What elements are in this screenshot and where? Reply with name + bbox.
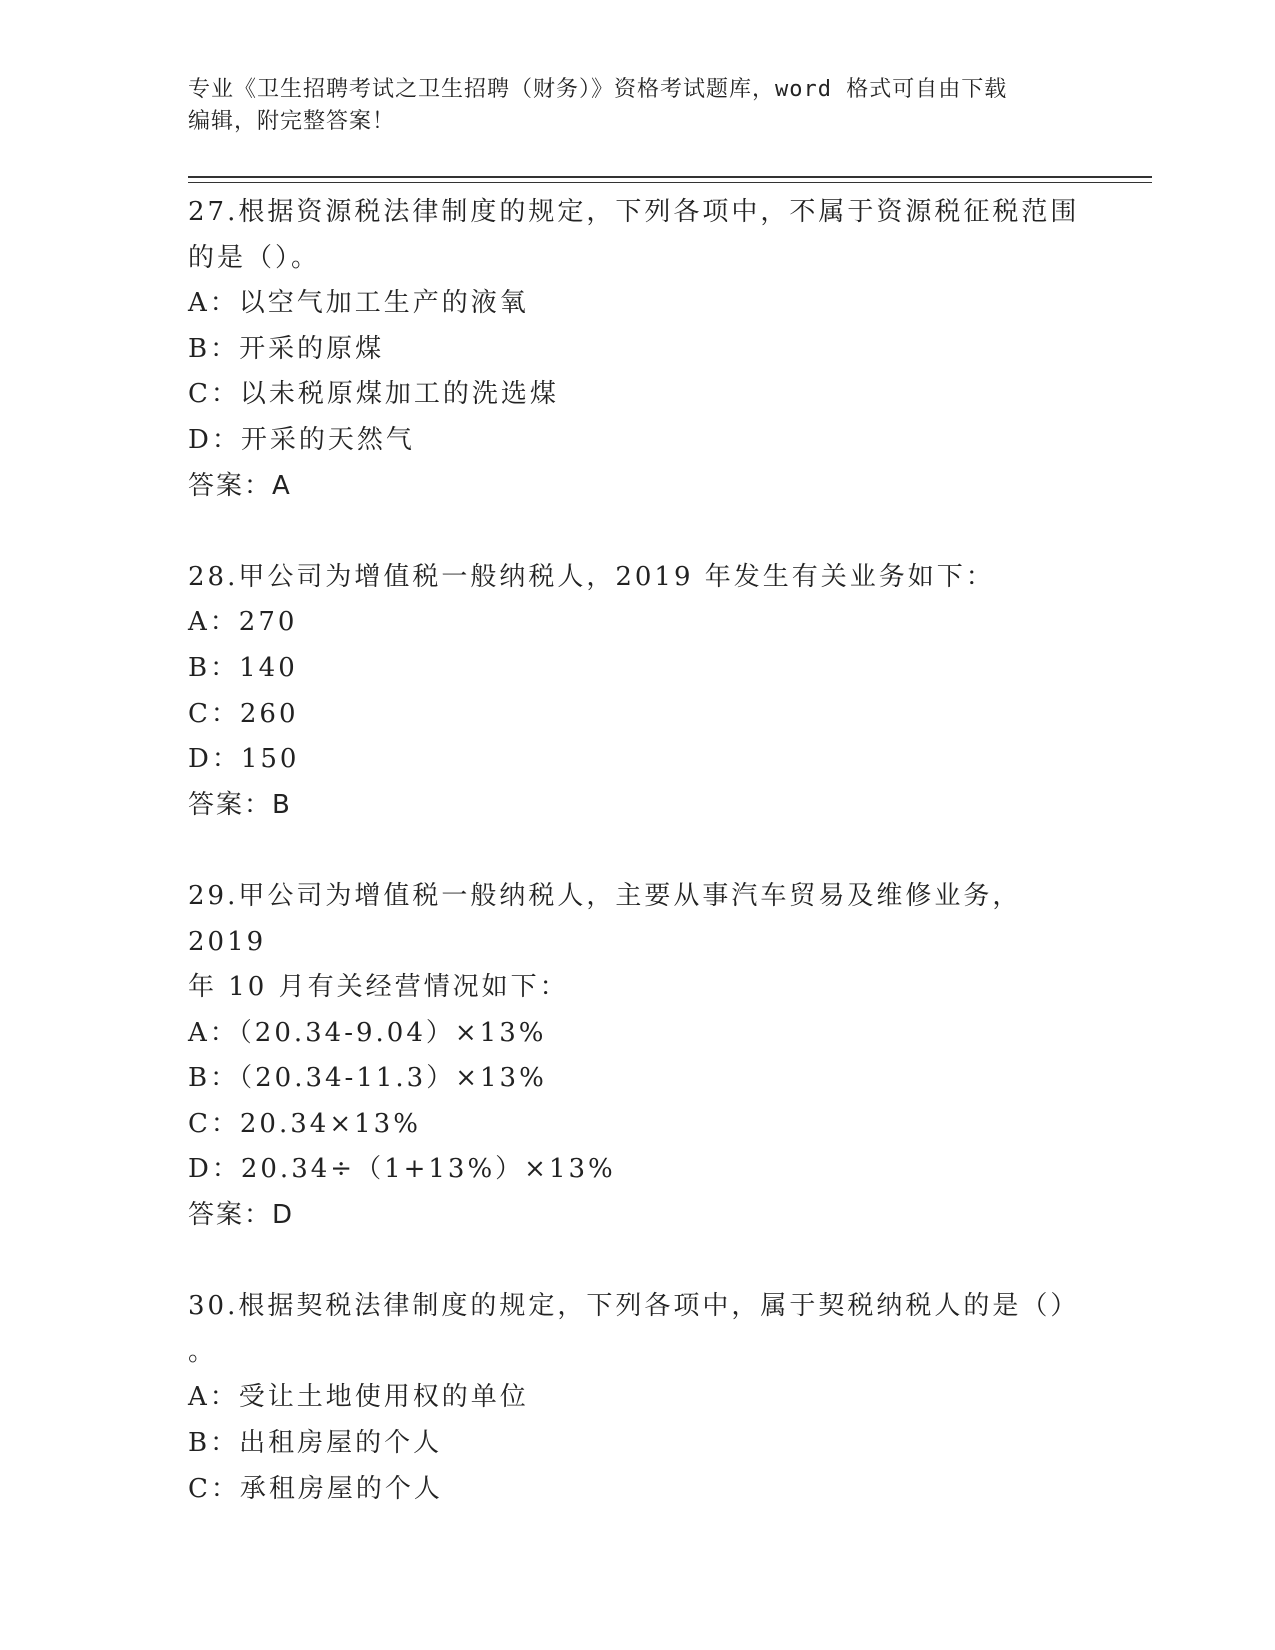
option-c: C：20.34×13% <box>188 1108 421 1139</box>
option-c: C：承租房屋的个人 <box>188 1473 443 1504</box>
answer: 答案：D <box>188 1200 295 1231</box>
answer: 答案：A <box>188 470 292 501</box>
option-b: B：（20.34-11.3）×13% <box>188 1063 547 1094</box>
option-c: C：以未税原煤加工的洗选煤 <box>188 379 559 410</box>
option-a: A：（20.34-9.04）×13% <box>188 1017 547 1048</box>
question-text-line: 。 <box>188 1336 218 1367</box>
question-list <box>188 190 1088 1512</box>
option-d: D：150 <box>188 744 300 775</box>
question-text-line: 年 10 月有关经营情况如下： <box>188 972 569 1003</box>
header-line-2: 编辑，附完整答案！ <box>188 109 396 134</box>
question-text-line: 27.根据资源税法律制度的规定，下列各项中，不属于资源税征税范围 <box>188 197 1080 227</box>
header-line-1: 专业《卫生招聘考试之卫生招聘（财务）》资格考试题库，word 格式可自由下载 <box>188 77 1008 102</box>
question-27 <box>188 190 1088 509</box>
option-a: A：270 <box>188 607 298 638</box>
option-d: D：开采的天然气 <box>188 424 415 455</box>
question-29 <box>188 874 1088 1239</box>
option-b: B：140 <box>188 652 298 683</box>
option-d: D：20.34÷（1+13%）×13% <box>188 1154 616 1185</box>
header-divider-thin <box>188 182 1152 183</box>
question-28 <box>188 555 1088 829</box>
question-text-line: 的是（）。 <box>188 242 321 273</box>
question-text-line: 29.甲公司为增值税一般纳税人，主要从事汽车贸易及维修业务，2019 <box>188 880 1022 957</box>
document-header <box>188 74 1088 138</box>
question-text-line: 28.甲公司为增值税一般纳税人，2019 年发生有关业务如下： <box>188 561 995 592</box>
option-b: B：开采的原煤 <box>188 333 385 364</box>
header-divider-thick <box>188 176 1152 178</box>
option-a: A：受让土地使用权的单位 <box>188 1382 529 1413</box>
question-30 <box>188 1284 1088 1512</box>
option-c: C：260 <box>188 698 299 729</box>
answer: 答案：B <box>188 789 292 820</box>
option-a: A：以空气加工生产的液氧 <box>188 288 529 319</box>
question-text-line: 30.根据契税法律制度的规定，下列各项中，属于契税纳税人的是（） <box>188 1291 1080 1322</box>
option-b: B：出租房屋的个人 <box>188 1428 443 1459</box>
